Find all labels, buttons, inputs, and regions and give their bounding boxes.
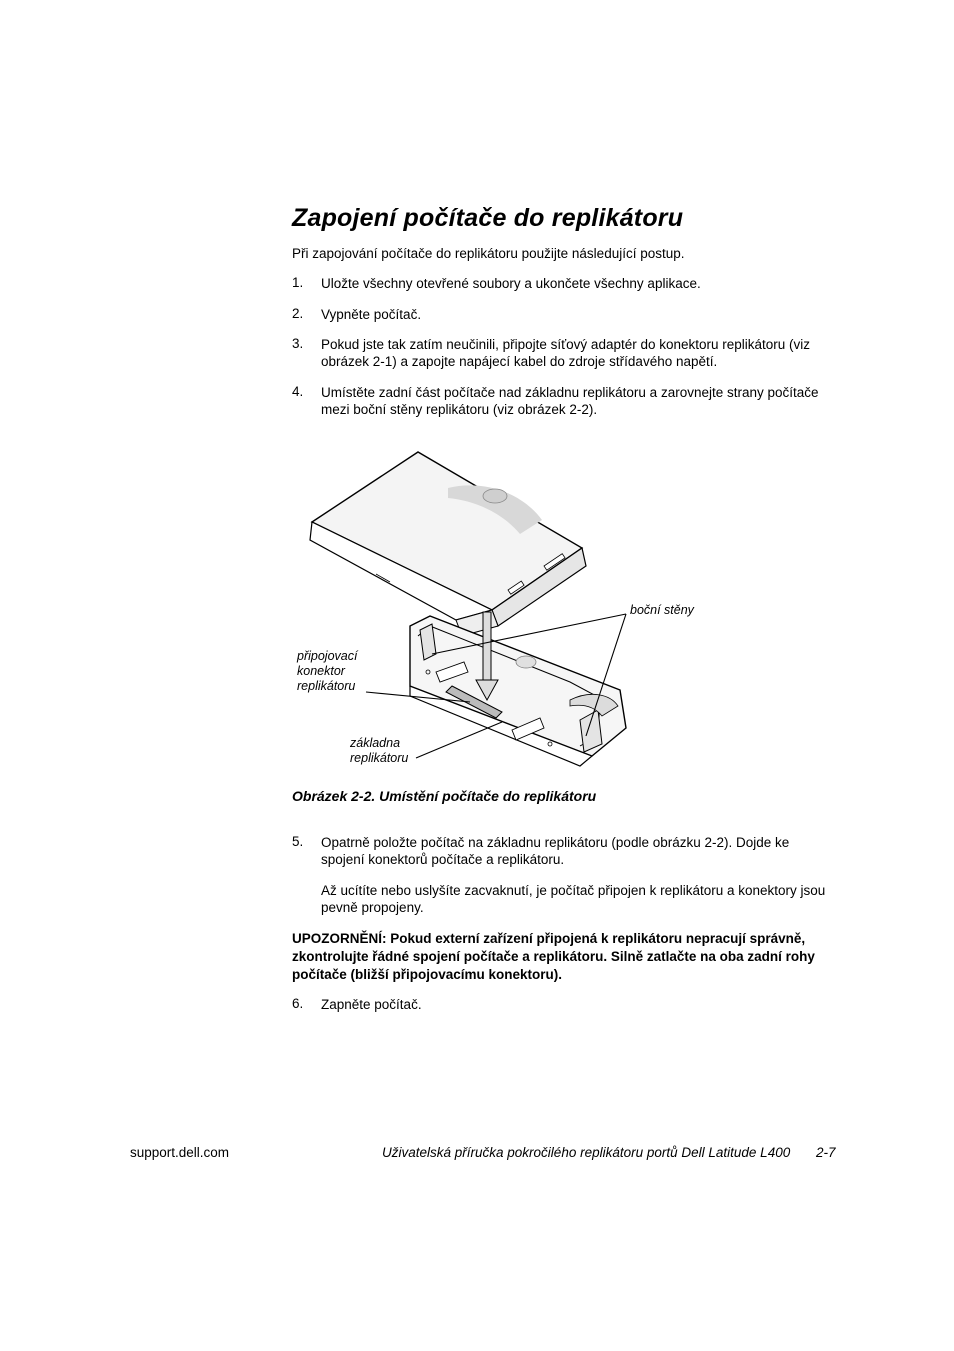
footer-url: support.dell.com	[130, 1145, 230, 1160]
step-text: Vypněte počítač.	[321, 307, 422, 322]
step-number: 2.	[292, 306, 304, 321]
step-text: Zapněte počítač.	[321, 997, 422, 1012]
placement-arrow-shaft	[483, 612, 491, 682]
dell-logo-icon	[483, 489, 507, 503]
page-number: 2-7	[816, 1145, 836, 1160]
page-title: Zapojení počítače do replikátoru	[292, 204, 684, 232]
label-connector: připojovací konektor replikátoru	[297, 649, 358, 693]
label-base: základna replikátoru	[350, 736, 409, 765]
step-number: 5.	[292, 834, 304, 849]
warning-notice: UPOZORNĚNÍ: Pokud externí zařízení připojená k replikátoru nepracují správně, zkontrolujte řádné spojení počítače a replikátoru. Silně zatlačte na oba zadní rohy počítače (bližší připojovacímu konektoru).	[292, 931, 815, 982]
step-text: Opatrně položte počítač na základnu replikátoru (podle obrázku 2-2). Dojde ke spojení konektorů počítače a replikátoru.	[321, 835, 790, 867]
step-number: 4.	[292, 384, 304, 399]
figure-caption: Obrázek 2-2. Umístění počítače do replikátoru	[292, 788, 597, 804]
step-number: 3.	[292, 336, 304, 351]
footer-title: Uživatelská příručka pokročilého replikátoru portů Dell Latitude L400	[382, 1145, 791, 1160]
step-number: 6.	[292, 996, 304, 1011]
step-text: Pokud jste tak zatím neučinili, připojte síťový adaptér do konektoru replikátoru (viz obrázek 2-1) a zapojte napájecí kabel do zdroje střídavého napětí.	[321, 337, 811, 369]
intro-paragraph: Při zapojování počítače do replikátoru použijte následující postup.	[292, 246, 685, 261]
step-text: Umístěte zadní část počítače nad základnu replikátoru a zarovnejte strany počítače mezi boční stěny replikátoru (viz obrázek 2-2).	[321, 385, 819, 417]
step-text: Uložte všechny otevřené soubory a ukončete všechny aplikace.	[321, 276, 701, 291]
step-note: Až ucítíte nebo uslyšíte zacvaknutí, je počítač připojen k replikátoru a konektory jsou pevně propojeny.	[321, 883, 826, 915]
step-number: 1.	[292, 275, 304, 290]
label-side-walls: boční stěny	[630, 603, 694, 617]
